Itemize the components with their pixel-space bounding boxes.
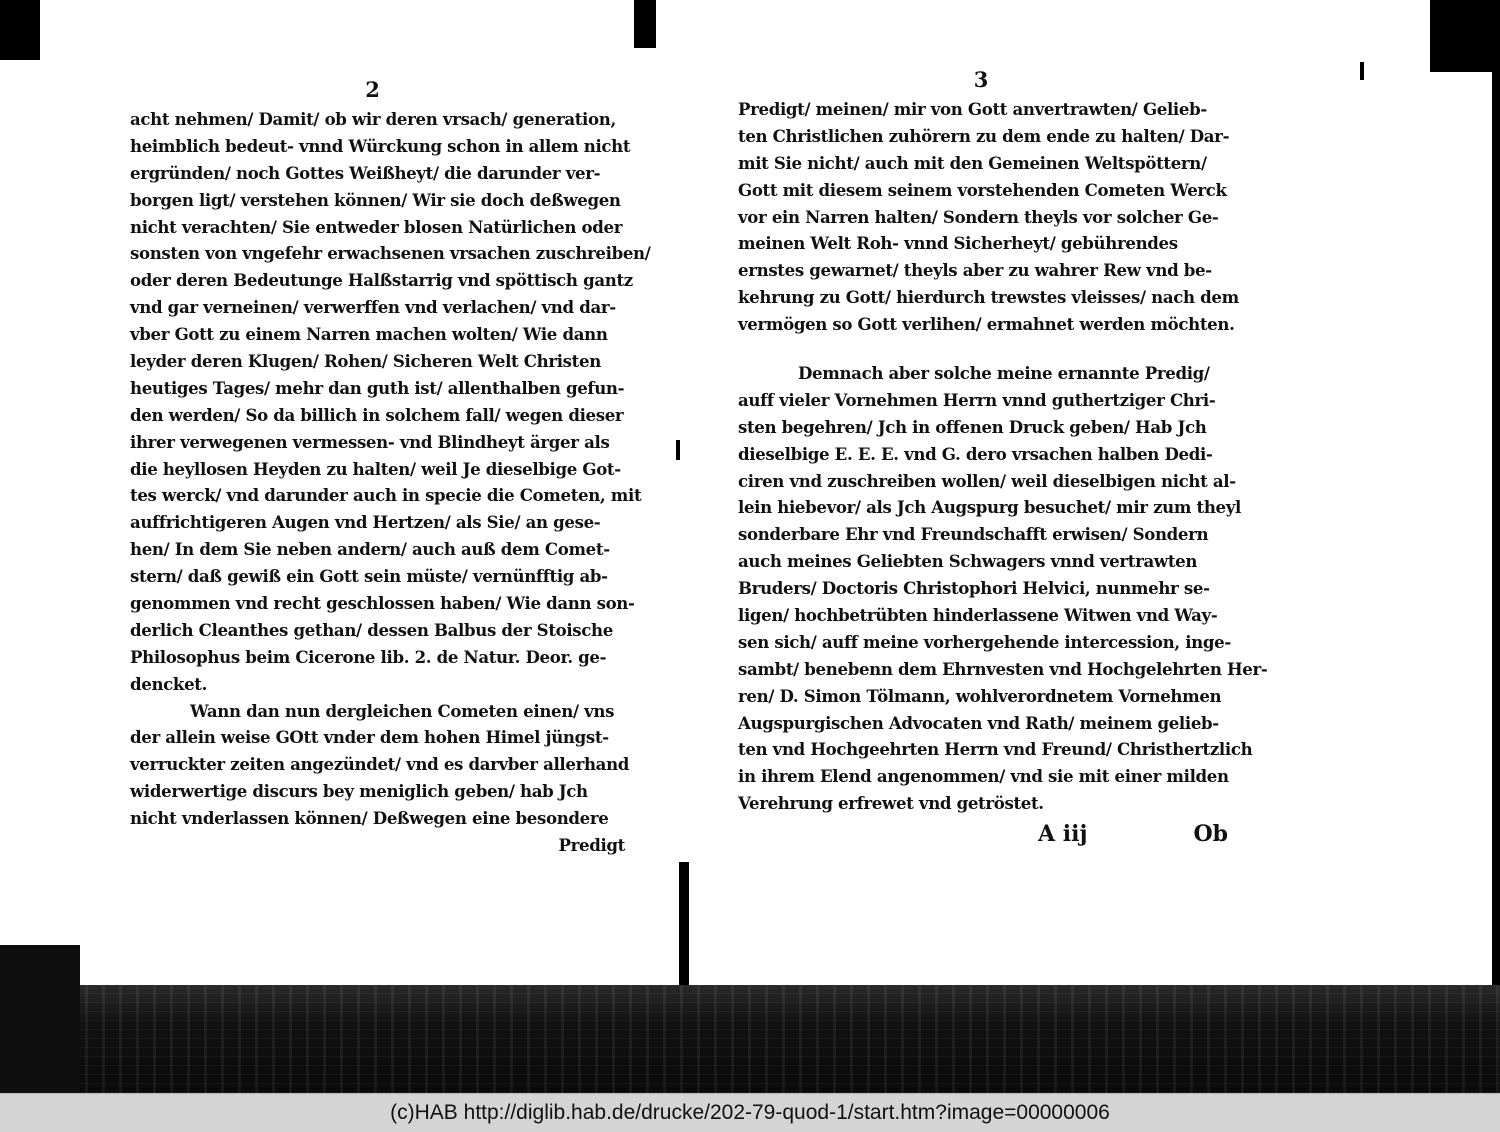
text-line: Gott mit diesem seinem vorstehenden Cometen Werck [738, 179, 1227, 200]
scan-border-bottom [0, 985, 1500, 1093]
signature-mark: A iij [1038, 821, 1088, 848]
text-line: ligen/ hochbetrübten hinderlassene Witwen vnd Way- [738, 605, 1218, 626]
text-line: meinen Welt Roh- vnnd Sicherheyt/ gebührendes [738, 233, 1178, 254]
text-line: ten Christlichen zuhörern zu dem ende zu halten/ Dar- [738, 125, 1230, 146]
text-line: lein hiebevor/ als Jch Augspurg besuchet/ mir zum theyl [738, 497, 1242, 518]
text-line: heutiges Tages/ mehr dan guth ist/ allenthalben gefun- [130, 377, 625, 398]
text-line: oder deren Bedeutunge Halßstarrig vnd spöttisch gantz [130, 270, 633, 291]
left-page [130, 77, 651, 859]
scan-border-bottom-left [0, 945, 80, 1093]
copyright-footer [0, 1093, 1500, 1132]
text-line: dencket. [130, 673, 208, 694]
text-line: die heyllosen Heyden zu halten/ weil Je dieselbige Got- [130, 458, 621, 479]
text-line: sonderbare Ehr vnd Freundschafft erwisen/ Sondern [738, 524, 1209, 545]
text-line: ergründen/ noch Gottes Weißheyt/ die darunder ver- [130, 162, 601, 183]
text-line: sonsten von vngefehr erwachsenen vrsachen zuschreiben/ [130, 243, 651, 264]
right-page [738, 67, 1268, 848]
text-line: auffrichtigeren Augen vnd Hertzen/ als Sie/ an gese- [130, 512, 601, 533]
text-line: in ihrem Elend angenommen/ vnd sie mit einer milden [738, 766, 1229, 787]
text-line: vnd gar verneinen/ verwerffen vnd verlachen/ vnd dar- [130, 297, 616, 318]
margin-mark [1360, 62, 1364, 80]
text-line: acht nehmen/ Damit/ ob wir deren vrsach/ generation, [130, 109, 616, 129]
text-line: genommen vnd recht geschlossen haben/ Wie dann son- [130, 593, 635, 614]
text-line: mit Sie nicht/ auch mit den Gemeinen Weltspöttern/ [738, 152, 1207, 173]
text-line: auch meines Geliebten Schwagers vnnd vertrawten [738, 551, 1198, 572]
text-line: hen/ In dem Sie neben andern/ auch auß dem Comet- [130, 539, 610, 560]
text-line: nicht vnderlassen können/ Deßwegen eine besondere [130, 808, 609, 829]
text-line: Philosophus beim Cicerone lib. 2. de Natur. Deor. ge- [130, 646, 607, 667]
gutter-mark [676, 440, 680, 460]
text-line: sen sich/ auff meine vorhergehende intercession, inge- [738, 631, 1231, 652]
paragraph [738, 360, 1268, 817]
text-line: tes werck/ vnd darunder auch in specie die Cometen, mit [130, 485, 642, 506]
text-line: vber Gott zu einem Narren machen wolten/ Wie dann [130, 324, 608, 345]
text-line: derlich Cleanthes gethan/ dessen Balbus der Stoische [130, 619, 613, 640]
text-line: Predigt/ meinen/ mir von Gott anvertrawten/ Gelieb- [738, 99, 1207, 119]
text-line: leyder deren Klugen/ Rohen/ Sicheren Welt Christen [130, 351, 601, 372]
text-line: widerwertige discurs bey meniglich geben/ hab Jch [130, 781, 588, 802]
text-line: den werden/ So da billich in solchem fall/ wegen dieser [130, 404, 624, 425]
text-line: dieselbige E. E. E. vnd G. dero vrsachen halben Dedi- [738, 443, 1213, 464]
text-line: borgen ligt/ verstehen können/ Wir sie doch deßwegen [130, 189, 621, 210]
text-line: der allein weise GOtt vnder dem hohen Himel jüngst- [130, 727, 609, 748]
text-line: ciren vnd zuschreiben wollen/ weil dieselbigen nicht al- [738, 470, 1236, 491]
text-line: Augspurgischen Advocaten vnd Rath/ meinem gelieb- [738, 712, 1219, 733]
text-line: Verehrung erfrewet vnd getröstet. [738, 793, 1044, 814]
text-line: Bruders/ Doctoris Christophori Helvici, nunmehr se- [738, 578, 1210, 599]
text-line: ernstes gewarnet/ theyls aber zu wahrer Rew vnd be- [738, 260, 1212, 281]
text-line: nicht verachten/ Sie entweder blosen Natürlichen oder [130, 216, 623, 237]
gutter-shadow-bottom [679, 862, 689, 987]
page-number: 3 [973, 67, 989, 92]
text-line: ihrer verwegenen vermessen- vnd Blindheyt ärger als [130, 431, 610, 452]
text-line: heimblich bedeut- vnnd Würckung schon in allem nicht [130, 135, 631, 156]
paragraph [130, 698, 630, 832]
text-line: vermögen so Gott verlihen/ ermahnet werden möchten. [738, 314, 1235, 335]
paragraph-gap [738, 338, 1238, 360]
scan-border-top-right [1430, 0, 1500, 72]
gutter-shadow-top [634, 0, 656, 48]
copyright-text: (c)HAB http://diglib.hab.de/drucke/202-79-quod-1/start.htm?image=00000006 [390, 1101, 1110, 1124]
text-line: Demnach aber solche meine ernannte Predig/ [798, 363, 1210, 384]
signature-row [738, 821, 1228, 847]
text-line: auff vieler Vornehmen Herrn vnnd guthertziger Chri- [738, 389, 1216, 410]
text-line: sten begehren/ Jch in offenen Druck geben/ Hab Jch [738, 416, 1207, 437]
text-line: verruckter zeiten angezündet/ vnd es darvber allerhand [130, 754, 630, 775]
text-line: vor ein Narren halten/ Sondern theyls vor solcher Ge- [738, 206, 1219, 227]
text-line: Wann dan nun dergleichen Cometen einen/ vns [190, 700, 615, 721]
paragraph [130, 106, 651, 698]
text-line: ren/ D. Simon Tölmann, wohlverordnetem Vornehmen [738, 685, 1222, 706]
catchword: Ob [1193, 821, 1228, 848]
scan-border-right [1492, 0, 1500, 1000]
text-line: stern/ daß gewiß ein Gott sein müste/ vernünfftig ab- [130, 566, 608, 587]
text-line: sambt/ benebenn dem Ehrnvesten vnd Hochgelehrten Her- [738, 658, 1268, 679]
catchword: Predigt [558, 835, 625, 856]
paragraph [738, 96, 1238, 338]
page-number: 2 [365, 77, 380, 102]
text-line: ten vnd Hochgeehrten Herrn vnd Freund/ Christhertzlich [738, 739, 1253, 760]
scan-border-top-left [0, 0, 40, 60]
text-line: kehrung zu Gott/ hierdurch trewstes vleisses/ nach dem [738, 287, 1239, 308]
